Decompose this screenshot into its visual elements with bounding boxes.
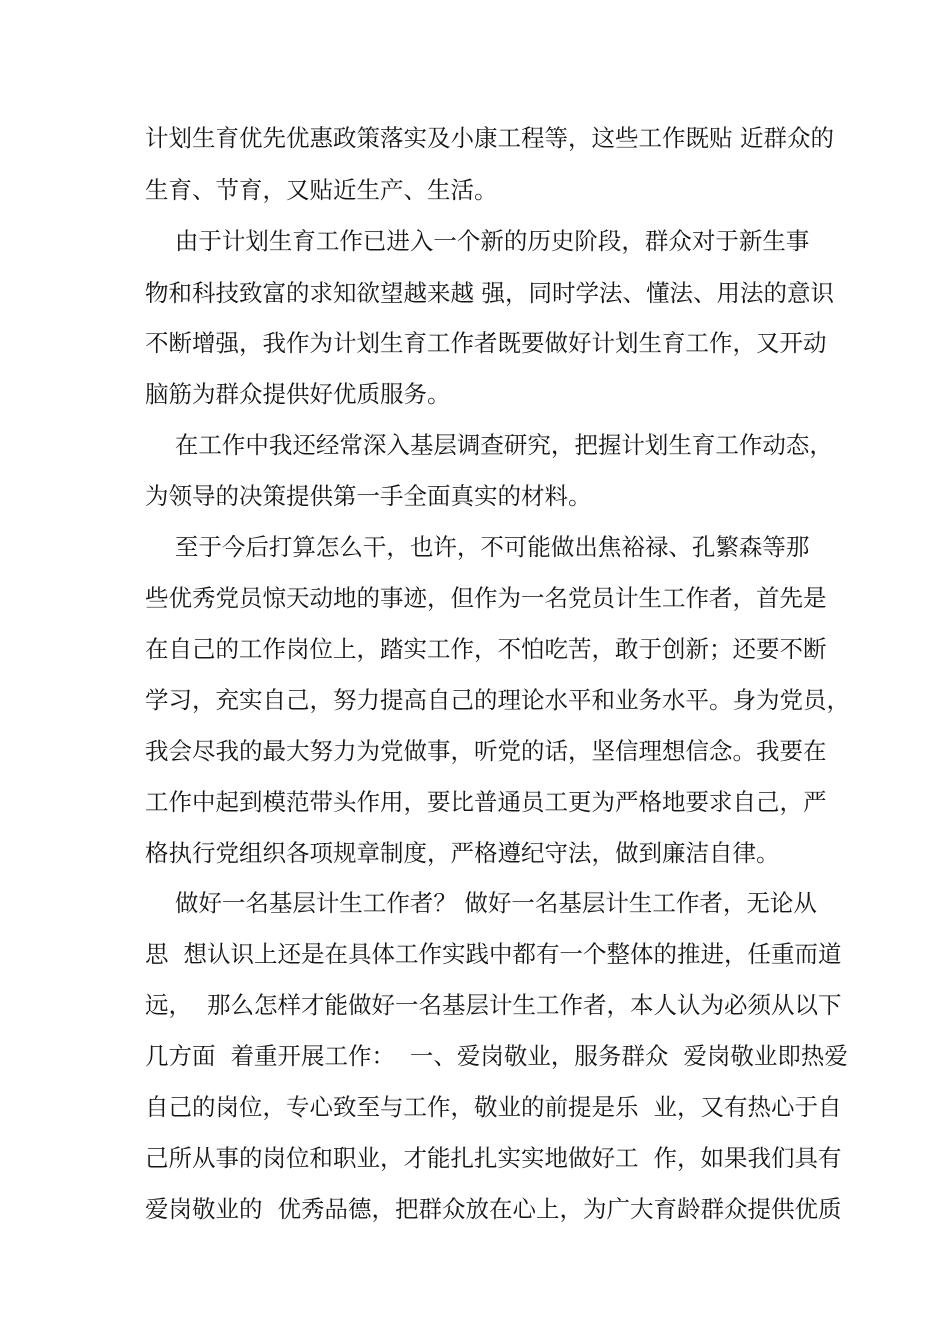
text-line: 自己的岗位，专心致至与工作，敬业的前提是乐 业，又有热心于自 [145, 1093, 842, 1121]
text-line: 生育、节育，又贴近生产、生活。 [145, 176, 498, 204]
text-line: 物和科技致富的求知欲望越来越 强，同时学法、懂法、用法的意识 [145, 279, 834, 307]
text-line: 计划生育优先优惠政策落实及小康工程等，这些工作既贴 近群众的 [145, 124, 834, 152]
text-line: 爱岗敬业的 优秀品德，把群众放在心上，为广大育龄群众提供优质 [145, 1195, 842, 1223]
text-line: 由于计划生育工作已进入一个新的历史阶段，群众对于新生事 [145, 227, 810, 255]
text-line: 远， 那么怎样才能做好一名基层计生工作者，本人认为必须从以下 [145, 991, 842, 1019]
text-line: 几方面 着重开展工作： 一、爱岗敬业，服务群众 爱岗敬业即热爱 [145, 1042, 848, 1070]
text-line: 做好一名基层计生工作者？ 做好一名基层计生工作者，无论从 [145, 889, 817, 917]
text-line: 不断增强，我作为计划生育工作者既要做好计划生育工作，又开动 [145, 329, 827, 357]
text-line: 至于今后打算怎么干，也许，不可能做出焦裕禄、孔繁森等那 [145, 533, 810, 561]
text-line: 些优秀党员惊天动地的事迹，但作为一名党员计生工作者，首先是 [145, 584, 827, 612]
text-line: 我会尽我的最大努力为党做事，听党的话，坚信理想信念。我要在 [145, 737, 827, 765]
text-line: 脑筋为群众提供好优质服务。 [145, 380, 451, 408]
text-line: 工作中起到模范带头作用，要比普通员工更为严格地要求自己，严 [145, 788, 827, 816]
text-line: 思 想认识上还是在具体工作实践中都有一个整体的推进，任重而道 [145, 940, 842, 968]
text-line: 为领导的决策提供第一手全面真实的材料。 [145, 482, 592, 510]
text-line: 学习，充实自己，努力提高自己的理论水平和业务水平。身为党员， [145, 686, 850, 714]
text-line: 在自己的工作岗位上，踏实工作，不怕吃苦，敢于创新；还要不断 [145, 635, 827, 663]
text-line: 在工作中我还经常深入基层调查研究，把握计划生育工作动态， [145, 431, 833, 459]
text-line: 己所从事的岗位和职业，才能扎扎实实地做好工 作，如果我们具有 [145, 1144, 842, 1172]
text-line: 格执行党组织各项规章制度，严格遵纪守法，做到廉洁自律。 [145, 839, 780, 867]
